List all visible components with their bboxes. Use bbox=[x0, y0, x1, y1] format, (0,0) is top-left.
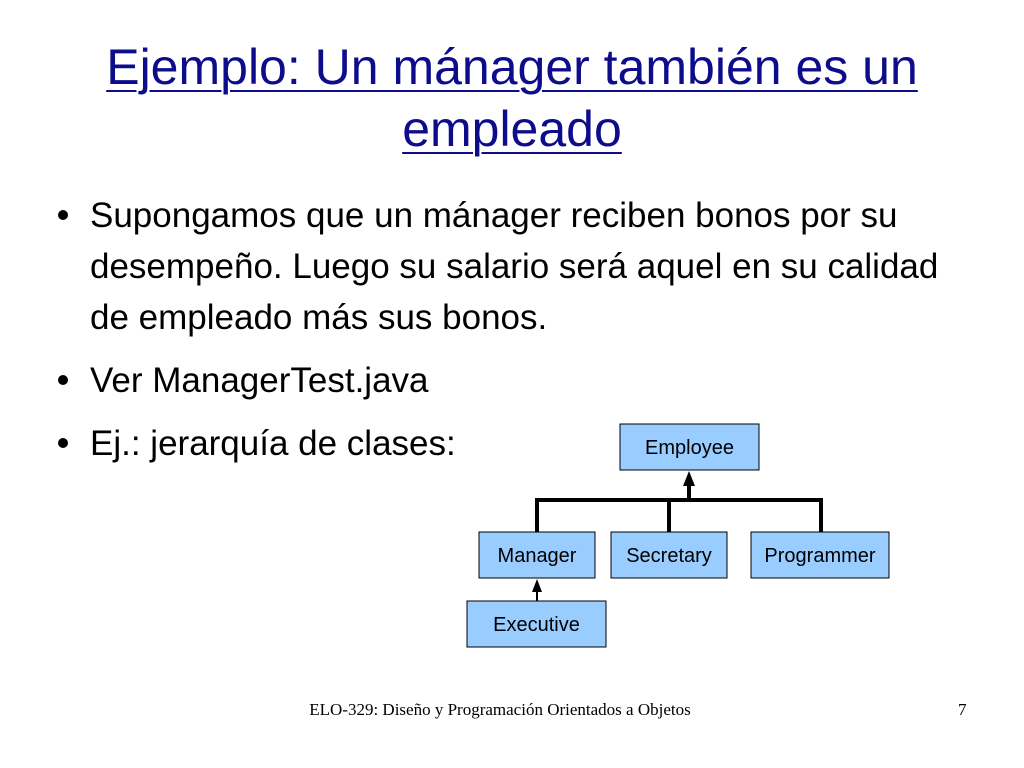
class-node-executive bbox=[467, 601, 606, 647]
slide-title: Ejemplo: Un mánager también es un empleado bbox=[106, 39, 918, 157]
class-node-employee bbox=[620, 424, 759, 470]
class-node-secretary bbox=[611, 532, 727, 578]
class-node-label: Secretary bbox=[626, 545, 712, 567]
page-number: 7 bbox=[958, 700, 967, 719]
class-node-label: Manager bbox=[497, 545, 577, 567]
inheritance-arrow-icon bbox=[532, 579, 542, 592]
class-node-programmer bbox=[751, 532, 889, 578]
class-node-label: Employee bbox=[645, 437, 734, 459]
bullet-text: Ej.: jerarquía de clases: bbox=[90, 424, 456, 463]
bullet-text: Ver ManagerTest.java bbox=[90, 361, 429, 400]
bullet-text: Supongamos que un mánager reciben bonos por su desempeño. Luego su salario será aquel en su calidad de empleado más sus bonos. bbox=[90, 196, 939, 337]
class-node-manager bbox=[479, 532, 595, 578]
class-node-label: Executive bbox=[493, 614, 580, 636]
inheritance-arrow-icon bbox=[683, 471, 695, 486]
footer-course: ELO-329: Diseño y Programación Orientados a Objetos bbox=[309, 700, 691, 719]
class-node-label: Programmer bbox=[764, 545, 876, 567]
